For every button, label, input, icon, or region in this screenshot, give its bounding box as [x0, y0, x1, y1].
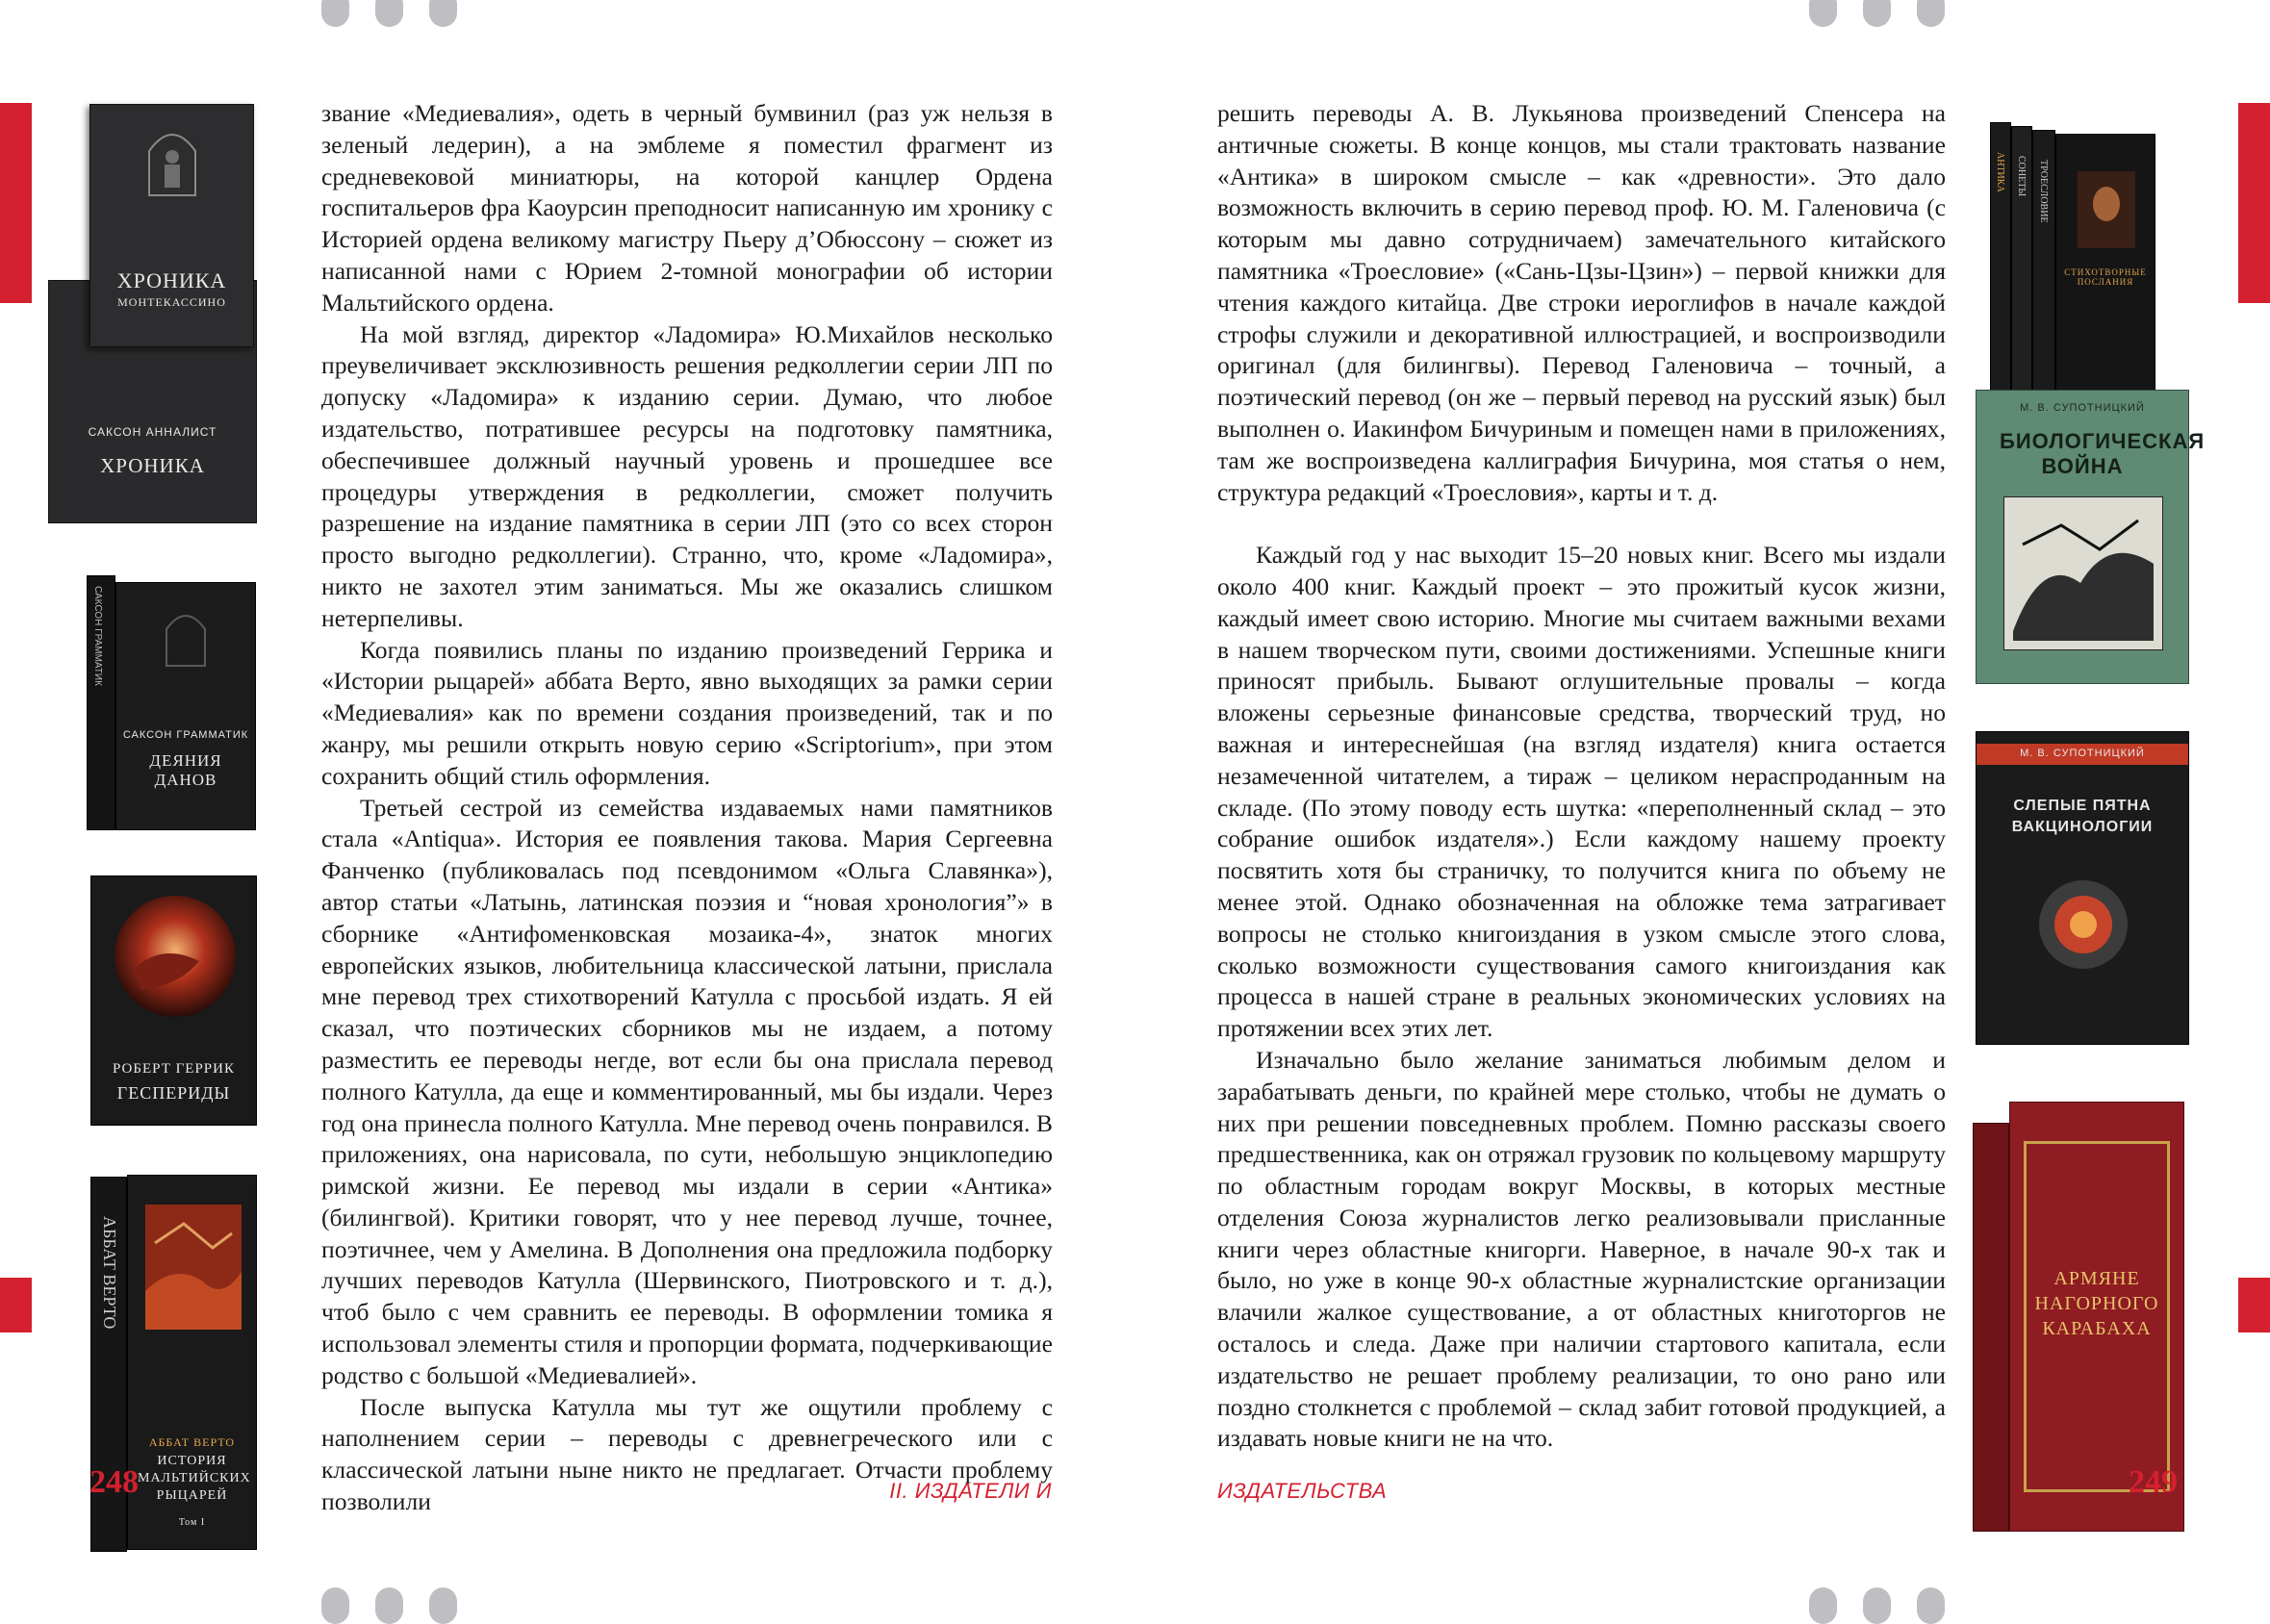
- binding-dot: [429, 0, 457, 27]
- engraving-image: [2003, 496, 2163, 650]
- book-cover-hesperides: [90, 875, 257, 1126]
- book-spine-text: СОНЕТЫ: [2016, 156, 2027, 197]
- edge-tab: [2238, 103, 2270, 303]
- paragraph: Когда появились планы по изданию произведений Геррика и «Истории рыцарей» аббата Верто, явно выходящих за рамки серии «Медиевалия» как по времени создания произведений, так и по жанру, мы решили открыть новую серию «Scriptorium», при этом сохранить общий стиль оформления.: [321, 635, 1053, 790]
- book-title: ГЕСПЕРИДЫ: [116, 1083, 231, 1103]
- book-title: СТИХОТВОРНЫЕ ПОСЛАНИЯ: [2064, 267, 2147, 287]
- book-cover-saxo: [115, 582, 256, 830]
- binding-dot: [1863, 1587, 1891, 1624]
- book-subtitle: МОНТЕКАССИНО: [117, 295, 226, 309]
- paragraph: Изначально было желание заниматься любимым делом и зарабатывать деньги, по крайней мере столько, чтобы не думать о них при решении повседневных проблем. Помню рассказы своего предшественника, как он отряжал грузовик по кольцевому маршруту по областным городам вокруг Москвы, в которых местные отделения Союза журналистов легко реализовывали присланные книги через областные книгорги. Наверное, в начале 90-х так и было, но уже в конце 90-х областные журналистские организации влачили жалкое существование, а от областных книготоргов не осталось и следа. Даже при наличии стартового капитала, если издательство не решает проблему реализации, то оно рано или поздно столкнется с проблемой – склад забит готовой продукцией, а издавать новые книги не на что.: [1217, 1045, 1946, 1453]
- book-author: АББАТ ВЕРТО: [148, 1435, 236, 1449]
- book-spine: [2032, 130, 2055, 411]
- edge-tab: [2238, 1278, 2270, 1332]
- book-author: САКСОН ГРАММАТИК: [122, 729, 249, 741]
- book-cover-biological-war: [1976, 390, 2206, 684]
- book-cover-vertot: [127, 1175, 257, 1550]
- book-author: М. В. СУПОТНИЦКИЙ: [2020, 748, 2145, 759]
- book-spine-text: САКСОН ГРАММАТИК: [92, 586, 103, 686]
- paragraph: Каждый год у нас выходит 15–20 новых книг. Всего мы издали около 400 книг. Каждый проект – это прожитый кусок жизни, каждый имеет свою историю. Многие мы считаем важными вехами в нашем творческом пути, своими достижениями. Успешные книги приносят прибыль. Бывают оглушительные провалы – когда вложены серьезные финансовые средства, творческий труд, но важная и интереснейшая (на взгляд издателя) книга остается незамеченной читателем, а тираж – целиком нераспроданным на складе. (По этому поводу есть шутка: «переполненный склад – это собрание ошибок издателя».) Если каждому нашему проекту посвятить хотя бы страничку, то получится книга по объему не менее этой. Однако обозначенная на обложке тема затрагивает вопросы не столько книгоиздания в узком смысле этого слова, сколько возможности существования самого книгоиздания как процесса в нашей стране в реальных экономических условиях на протяжении всех этих лет.: [1217, 541, 1946, 1043]
- right-text-column: [1217, 98, 1946, 1455]
- painting-image: [145, 1205, 242, 1330]
- book-cover-chronicle-front: [89, 104, 254, 347]
- left-text-column: [321, 98, 1053, 1518]
- binding-dot: [1863, 0, 1891, 27]
- binding-dot: [1917, 0, 1945, 27]
- virus-image: [2011, 867, 2155, 982]
- paragraph: звание «Медиевалия», одеть в черный бумвинил (раз уж нельзя в зеленый ледерин), а на эмблеме я поместил фрагмент из средневековой миниатюры, на которой канцлер Ордена госпитальеров фра Каоурсин преподносит написанную им хронику с Историей ордена великому магистру Пьеру д’Обюссону – сюжет из написанной нами с Юрием 2-томной монографии об истории Мальтийского ордена.: [321, 99, 1053, 317]
- binding-dot: [375, 0, 403, 27]
- emblem-icon: [145, 124, 199, 197]
- book-volume: Том I: [178, 1517, 206, 1528]
- page-number: 249: [2129, 1464, 2178, 1500]
- book-spine: [1990, 122, 2011, 403]
- binding-dot: [375, 1587, 403, 1624]
- book-author: М. В. СУПОТНИЦКИЙ: [2020, 402, 2145, 414]
- book-author: РОБЕРТ ГЕРРИК: [113, 1061, 235, 1077]
- binding-dot: [429, 1587, 457, 1624]
- book-title: ДЕЯНИЯ ДАНОВ: [149, 751, 222, 789]
- book-title: ХРОНИКА: [100, 454, 205, 477]
- section-header: II. ИЗДАТЕЛИ И: [889, 1479, 1052, 1503]
- edge-tab: [0, 1278, 32, 1332]
- binding-dot: [1917, 1587, 1945, 1624]
- book-cover: [2055, 134, 2155, 413]
- portrait-image: [2078, 171, 2135, 248]
- paragraph: На мой взгляд, директор «Ладомира» Ю.Михайлов несколько преувеличивает эксклюзивность решения редколлегии серии ЛП по допуску «Ладомира» к изданию серии. Думаю, что любое издательство, потратившее ресурсы на подготовку памятника, обеспечившее должный научный уровень и прошедшее все процедуры утверждения в редколлегии, сможет получить разрешение на издание памятника в серии ЛП (это со всех сторон просто выгодно редколлегии). Странно, что, кроме «Ладомира», никто не захотел этим заниматься. Мы же оказались слишком нетерпеливы.: [321, 319, 1053, 632]
- binding-dot: [1809, 1587, 1837, 1624]
- edge-tab: [0, 103, 32, 303]
- emblem-icon: [163, 606, 209, 668]
- page-number: 248: [89, 1464, 139, 1500]
- paragraph: решить переводы А. В. Лукьянова произведений Спенсера на античные сюжеты. В конце концов, мы стали трактовать название «Антика» в широком смысле – как «древности». Это дало возможность включить в серию перевод проф. Ю. М. Галеновича (с которым мы давно сотрудничаем) замечательного китайского памятника «Троесловие» («Сань-Цзы-Цзин») – первой книжки для чтения каждого китайца. Две строки иероглифов в начале каждой строфы служили и декоративной иллюстрацией, и воспроизводили оригинал (для билингвы). Перевод Галеновича – точный, а поэтический перевод (он же – первый перевод на русский язык) был выполнен о. Иакинфом Бичуриным и помещен нами в приложениях, там же воспроизведена каллиграфия Бичурина, моя статья о нем, структура редакций «Троесловия», карты и т. д.: [1217, 99, 1946, 506]
- book-title: СЛЕПЫЕ ПЯТНА ВАКЦИНОЛОГИИ: [2011, 798, 2154, 835]
- painting-image: [113, 894, 238, 1019]
- section-header: ИЗДАТЕЛЬСТВА: [1217, 1479, 1388, 1503]
- right-book-images: [1963, 101, 2232, 1448]
- book-cover-karabakh-spine: [1973, 1123, 2009, 1532]
- book-cover-vaccinology: [1976, 731, 2189, 1045]
- book-title: ИСТОРИЯ МАЛЬТИЙСКИХ РЫЦАРЕЙ: [138, 1454, 251, 1503]
- paragraph: После выпуска Катулла мы тут же ощутили проблему с наполнением серии – переводы с древнегреческого или с классической латыни ныне никто не предлагает. Отчасти проблему позволили: [321, 1392, 1053, 1516]
- book-spine-text: АНТИКА: [1995, 152, 2005, 192]
- paragraph: Третьей сестрой из семейства издаваемых нами памятников стала «Antiqua». История ее появления такова. Мария Сергеевна Фанченко (публиковалась под псевдонимом «Ольга Славянка»), автор статьи «Латынь, латинская поэзия и “новая хронология”» в сборнике «Антифоменковская мозаика-4», знаток многих европейских языков, любительница классической латыни, прислала мне перевод трех стихотворений Катулла с просьбой издать. Я ей сказал, что поэтических сборников мы не издаем, а потому разместить ее переводы негде, вот если бы она прислала перевод полного Катулла, да еще и комментированный, мы бы издали. Через год она принесла полного Катулла. Мне перевод очень понравился. В приложениях, она нарисовала, по сути, небольшую энциклопедию римской жизни. Ее перевод мы издали в серии «Антика» (билингвой). Критики говорят, что у нее перевод лучше, точнее, поэтичнее, чем у Амелина. В Дополнения она предложила подборку лучших переводов Катулла (Шервинского, Пиотровского и т. д.), чтоб было с чем сравнить ее переводы. В оформлении томика я использовал элементы стиля и пропорции формата, подчеркивающие родство с большой «Медиевалией».: [321, 793, 1053, 1389]
- book-cover-saxo-spine: [87, 575, 115, 830]
- binding-dot: [321, 0, 349, 27]
- book-spine-text: ТРОЕСЛОВИЕ: [2038, 160, 2049, 223]
- book-title: БИОЛОГИЧЕСКАЯ ВОЙНА: [2000, 429, 2206, 478]
- book-spine: [2011, 126, 2032, 407]
- binding-dot: [321, 1587, 349, 1624]
- book-title: АРМЯНЕ НАГОРНОГО КАРАБАХА: [2034, 1268, 2159, 1339]
- book-title: ХРОНИКА: [116, 268, 227, 292]
- book-spine-text: АББАТ ВЕРТО: [100, 1216, 119, 1330]
- binding-dot: [1809, 0, 1837, 27]
- book-author: САКСОН АННАЛИСТ: [88, 425, 217, 439]
